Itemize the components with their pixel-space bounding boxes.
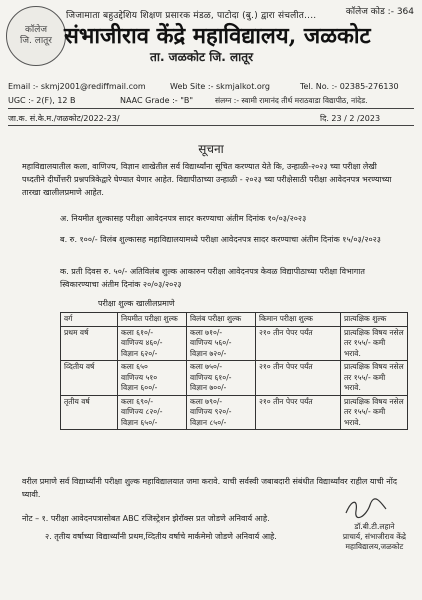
tel-line: Tel. No. :- 02385-276130 (300, 82, 399, 91)
sanstha-line: जिजामाता बहुउद्देशिय शिक्षण प्रसारक मंडळ, पाटोदा (बु.) द्वारा संचलीत.... (66, 11, 317, 21)
website-line: Web Site :- skmjalkot.org (170, 82, 270, 91)
table-row (61, 326, 408, 361)
table-cell: तृतीय वर्ष (61, 395, 118, 430)
col-header-late-fee: विलंब परीक्षा शुल्क (187, 313, 256, 327)
table-cell: २१० तीन पेपर पर्यंत (256, 395, 341, 430)
table-cell: प्रात्यक्षिक विषय नसेल तर १५५/- कमी भरावे. (341, 361, 408, 396)
signatory-designation: प्राचार्य, संभाजीराव केंद्रे (342, 532, 406, 541)
col-header-class: वर्ग (61, 313, 118, 327)
notice-item-a: अ. नियमीत शुल्कासह परीक्षा आवेदनपत्र सादर करण्याचा अंतीम दिनांक १०/०३/२०२३ (60, 214, 307, 223)
naac-line: NAAC Grade :- "B" (120, 96, 194, 105)
reference-number: जा.क. सं.के.म./जळकोट/2022-23/ (8, 114, 120, 123)
table-row (61, 361, 408, 396)
header-divider (8, 108, 414, 109)
ugc-line: UGC :- 2(F), 12 B (8, 96, 76, 105)
signatory-name: डॉ.बी.टी.लहाने (354, 522, 395, 531)
col-header-minimum-fee: किमान परीक्षा शुल्क (256, 313, 341, 327)
table-cell: कला ६५० वाणिज्य ५१० विज्ञान ६००/- (118, 361, 187, 396)
table-cell: प्रथम वर्ष (61, 326, 118, 361)
fee-table-heading: परीक्षा शुल्क खालीलप्रमाणे (98, 299, 175, 308)
college-seal (6, 6, 66, 66)
exam-fee-table (60, 312, 408, 430)
table-cell: २१० तीन पेपर पर्यंत (256, 326, 341, 361)
notice-title: सूचना (198, 142, 224, 156)
college-place: ता. जळकोट जि. लातूर (150, 50, 253, 64)
note-1: नोट – १. परीक्षा आवेदनपत्रासोबत ABC रजिस्ट्रेशन झेरॉक्स प्रत जोडणे अनिवार्य आहे. (22, 514, 270, 523)
college-code: कॉलेज कोड :- 364 (345, 7, 414, 17)
closing-paragraph: वरील प्रमाणे सर्व विद्यार्थ्यांनी परीक्षा शुल्क महाविद्यालयात जमा करावे. याची सर्वस्वी जबाबदारी संबंधीत विद्यार्थ्यांवर राहील याची नोंद घ्यावी. (22, 477, 398, 499)
affiliation-line: संलग्न :- स्वामी रामानंद तीर्थ मराठवाडा विद्यापीठ, नांदेड. (215, 96, 368, 105)
table-header-row (61, 313, 408, 327)
seal-text: कॉलेज जि. लातूर (20, 25, 52, 46)
note-2: २. तृतीय वर्षाच्या विद्यार्थ्यांनी प्रथम,व्दितीय वर्षाचे मार्कमेमो जोडणे अनिवार्य आहे. (45, 532, 277, 541)
email-line: Email :- skmj2001@rediffmail.com (8, 82, 146, 91)
principal-signature (342, 495, 392, 525)
table-cell: कला ६९०/- वाणिज्य ८२०/- विज्ञान ६५०/- (118, 395, 187, 430)
college-name: संभाजीराव केंद्रे महाविद्यालय, जळकोट (64, 23, 371, 49)
table-row (61, 395, 408, 430)
letter-date: दि. 23 / 2 /2023 (320, 114, 381, 123)
col-header-practical-fee: प्रात्यक्षिक शुल्क (341, 313, 408, 327)
col-header-regular-fee: नियमीत परीक्षा शुल्क (118, 313, 187, 327)
notice-item-b: ब. रु. १००/- विलंब शुल्कासह महाविद्यालयामध्ये परीक्षा आवेदनपत्र सादर करण्याचा अंतीम दिनांक १५/०३/२०२३ (60, 235, 381, 244)
table-cell: प्रात्यक्षिक विषय नसेल तर १५५/- कमी भरावे. (341, 395, 408, 430)
table-cell: प्रात्यक्षिक विषय नसेल तर १५५/- कमी भरावे. (341, 326, 408, 361)
table-cell: व्दितीय वर्ष (61, 361, 118, 396)
table-cell: कला ६१०/- वाणिज्य ४६०/- विज्ञान ६२०/- (118, 326, 187, 361)
signatory-college: महाविद्यालय,जळकोट (345, 542, 404, 551)
signature-block (343, 522, 406, 552)
notice-intro: महाविद्यालयातील कला, वाणिज्य, विज्ञान शाखेतील सर्व विद्यार्थ्यांना सूचित करण्यात येते कि, उन्हाळी-२०२३ च्या परीक्षा लेखी पध्दतीने दीर्घोत्तरी प्रश्नपत्रिकेद्वारे घेण्यात येणार आहेत. विद्यापीठाच्या उन्हाळी - २०२३ च्या परीक्षेसाठी परीक्षा आवेदनपत्र भरण्याच्या तारखा खालीलप्रमाणे आहेत. (22, 162, 392, 197)
ref-divider (8, 125, 414, 126)
table-cell: २१० तीन पेपर पर्यंत (256, 361, 341, 396)
table-cell: कला ७५०/- वाणिज्य ६१०/- विज्ञान ७००/- (187, 361, 256, 396)
table-cell: कला ७१०/- वाणिज्य ५६०/- विज्ञान ७२०/- (187, 326, 256, 361)
notice-item-c: क. प्रती दिवस रु. ५०/- अतिविलंब शुल्क आकारुन परीक्षा आवेदनपत्र केवळ विद्यापीठाच्या परीक्षा विभागात स्विकारण्याचा अंतीम दिनांक २०/०३/२०२३ (60, 267, 365, 289)
table-cell: कला ७९०/- वाणिज्य ९२०/- विज्ञान ८५०/- (187, 395, 256, 430)
